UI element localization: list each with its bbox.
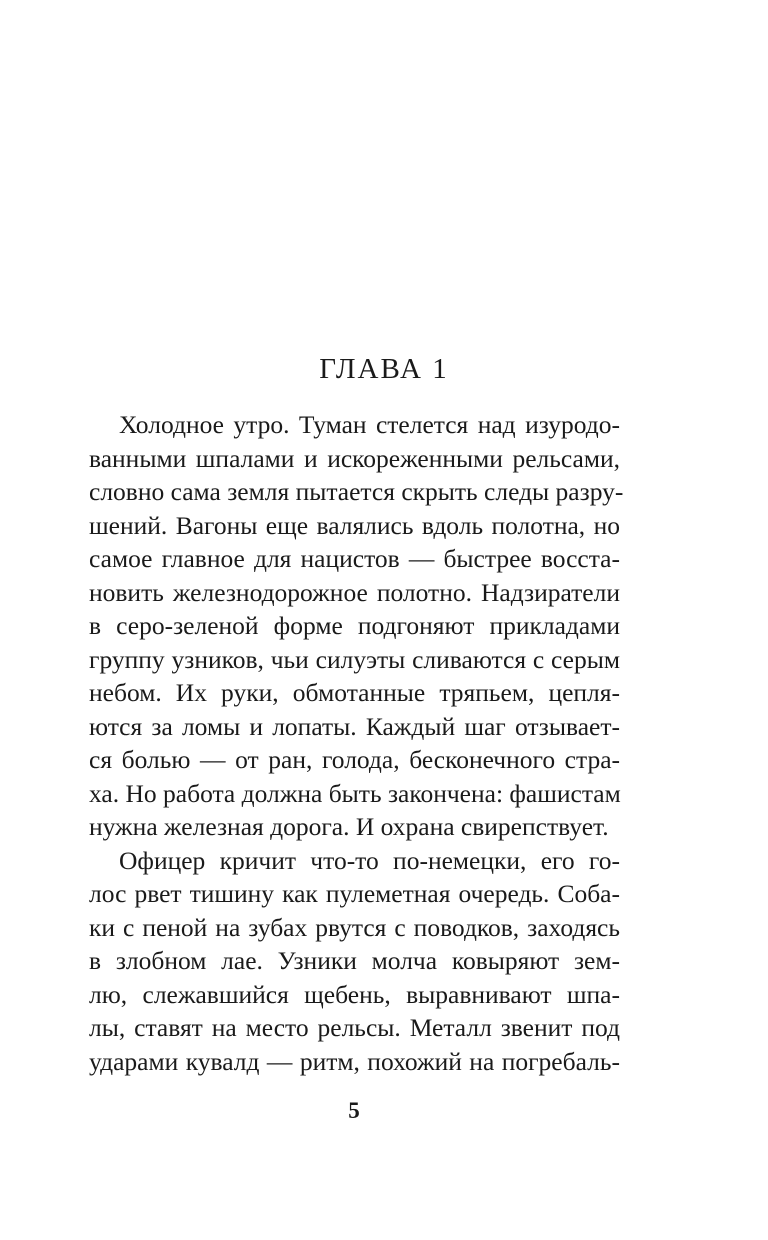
paragraph-2-line-6: лы, ставят на место рельсы. Металл звенит под: [89, 1013, 620, 1042]
paragraph-2-line-3: ки с пеной на зубах рвутся с поводков, заходясь: [89, 912, 620, 942]
paragraph-1-line-1: Холодное утро. Туман стелется над изуродо-: [119, 410, 620, 439]
paragraph-2-line-1: Офицер кричит что-то по-немецки, его го-: [119, 845, 620, 875]
paragraph-1-line-5: самое главное для нацистов — быстрее восста-: [89, 544, 620, 573]
paragraph-1-line-11: ся болью — от ран, голода, бесконечного стра-: [89, 745, 620, 774]
paragraph-2-line-2: лос рвет тишину как пулеметная очередь. Соба-: [89, 879, 620, 908]
paragraph-1-line-8: группу узников, чьи силуэты сливаются с серым: [89, 644, 620, 674]
page-number: 5: [348, 1098, 360, 1123]
paragraph-2-line-7: ударами кувалд — ритм, похожий на погребаль-: [89, 1046, 620, 1076]
paragraph-1-line-7: в серо-зеленой форме подгоняют прикладами: [89, 611, 620, 640]
paragraph-1-line-6: новить железнодорожное полотно. Надзиратели: [89, 577, 620, 607]
paragraph-1-line-4: шений. Вагоны еще валялись вдоль полотна, но: [89, 510, 620, 540]
body-text: [89, 408, 624, 1078]
paragraph-1-line-10: ются за ломы и лопаты. Каждый шаг отзывает-: [89, 711, 620, 741]
paragraph-1-line-13: нужна железная дорога. И охрана свирепствует.: [89, 812, 609, 841]
paragraph-1-line-2: ванными шпалами и искореженными рельсами,: [89, 443, 620, 473]
paragraph-1-line-3: словно сама земля пытается скрыть следы разру-: [89, 477, 624, 506]
chapter-title: ГЛАВА 1: [319, 353, 449, 385]
paragraph-2-line-4: в злобном лае. Узники молча ковыряют зем-: [89, 946, 620, 975]
paragraph-1-line-9: небом. Их руки, обмотанные тряпьем, цепля-: [89, 678, 620, 707]
paragraph-2-line-5: лю, слежавшийся щебень, выравнивают шпа-: [89, 979, 620, 1009]
paragraph-1-line-12: ха. Но работа должна быть закончена: фашистам: [89, 778, 621, 808]
